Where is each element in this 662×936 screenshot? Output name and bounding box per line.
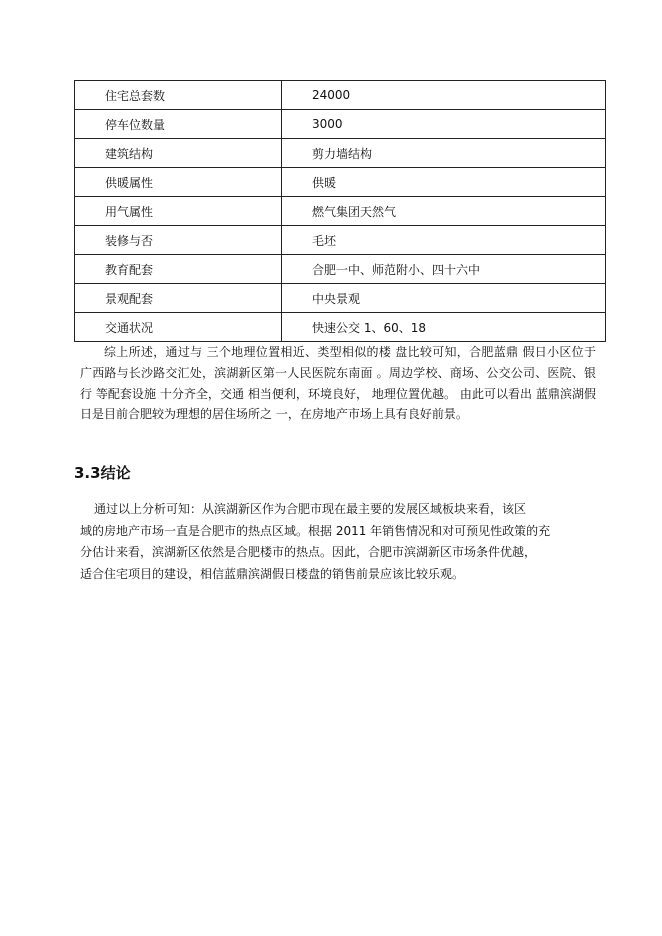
row-value: 快速公交 1、60、18 [282,313,606,342]
conclusion-line: 分估计来看，滨湖新区依然是合肥楼市的热点。因此，合肥市滨湖新区市场条件优越， [80,545,537,559]
row-value: 合肥一中、师范附小、四十六中 [282,255,606,284]
conclusion-paragraph [80,499,596,585]
row-label: 停车位数量 [75,110,282,139]
row-label: 用气属性 [75,197,282,226]
section-heading: 3.3结论 [74,464,131,482]
table-row [75,110,606,139]
table-row [75,139,606,168]
table-row [75,255,606,284]
row-label: 供暖属性 [75,168,282,197]
summary-paragraph: 综上所述，通过与 三个地理位置相近、类型相似的楼 盘比较可知，合肥蓝鼎 假日小区位于 广西路与长沙路交汇处，滨湖新区第一人民医院东南面 。周边学校、商场、公交公司、医院、银行 等配套设施 十分齐全，交通 相当便利，环境良好， 地理位置优越。 由此可以看出 蓝鼎滨湖假日是目前合肥较为理想的居住场所之 一，在房地产市场上具有良好前景。 [80,345,596,422]
row-value: 24000 [282,81,606,110]
conclusion-line: 域的房地产市场一直是合肥市的热点区域。根据 2011 年销售情况和对可预见性政策的充 [80,523,551,538]
table-row [75,168,606,197]
row-label: 交通状况 [75,313,282,342]
table-row [75,81,606,110]
row-label: 装修与否 [75,226,282,255]
table-row [75,313,606,342]
table-row [75,226,606,255]
row-value: 3000 [282,110,606,139]
table-row [75,197,606,226]
table-row [75,284,606,313]
row-label: 教育配套 [75,255,282,284]
row-value: 燃气集团天然气 [282,197,606,226]
conclusion-line: 适合住宅项目的建设，相信蓝鼎滨湖假日楼盘的销售前景应该比较乐观。 [80,566,465,581]
conclusion-line: 通过以上分析可知：从滨湖新区作为合肥市现在最主要的发展区域板块来看，该区 [94,502,527,516]
property-info-table [74,80,606,342]
row-value: 毛坯 [282,226,606,255]
row-label: 建筑结构 [75,139,282,168]
row-value: 供暖 [282,168,606,197]
row-value: 剪力墙结构 [282,139,606,168]
row-label: 景观配套 [75,284,282,313]
row-value: 中央景观 [282,284,606,313]
row-label: 住宅总套数 [75,81,282,110]
